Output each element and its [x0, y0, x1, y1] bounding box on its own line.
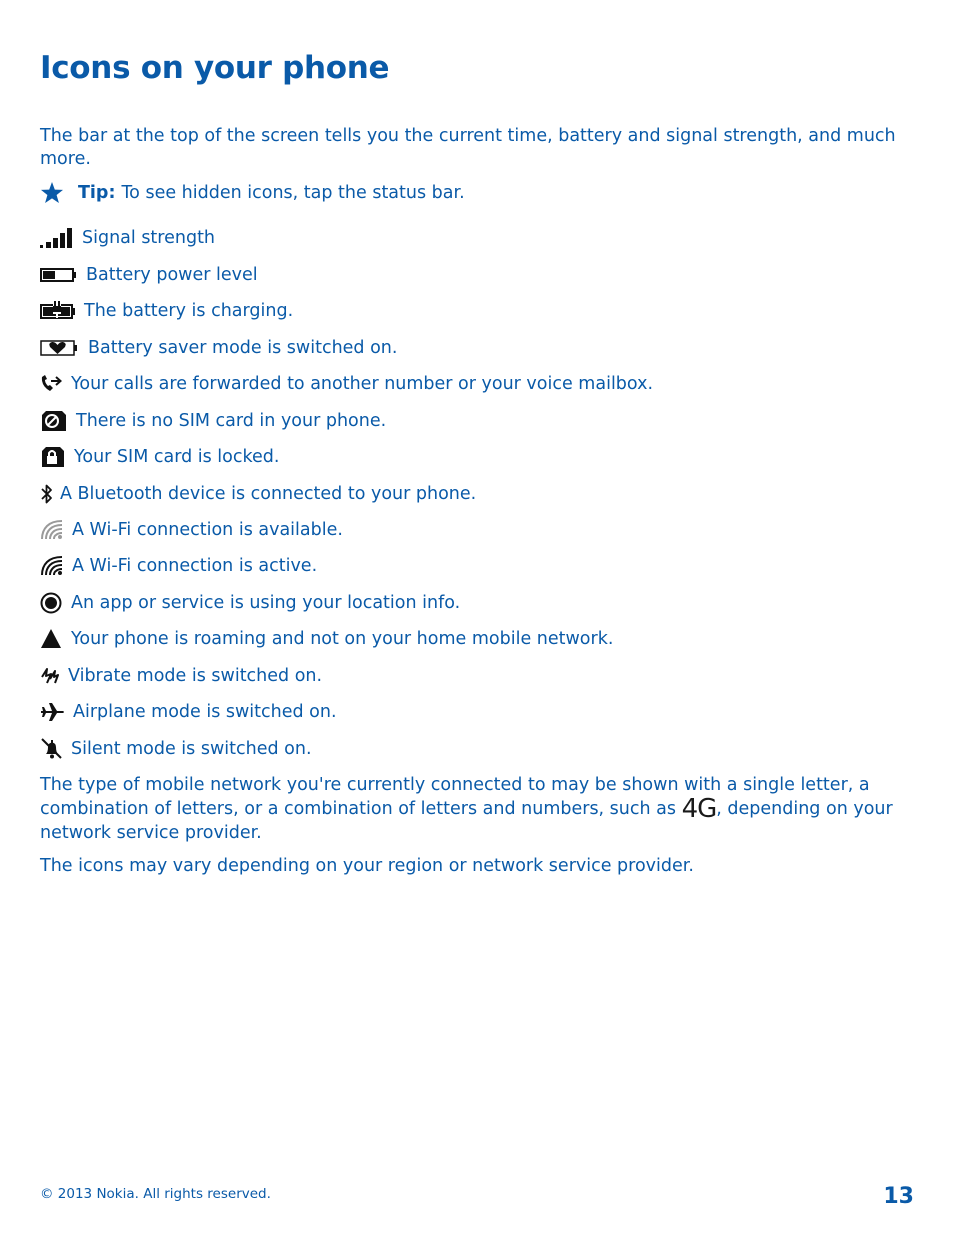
wifi-active-icon: [40, 555, 64, 577]
list-item-text: A Wi-Fi connection is available.: [72, 520, 343, 540]
location-icon: [40, 592, 63, 614]
list-item-text: Signal strength: [82, 228, 216, 248]
list-item-text: Airplane mode is switched on.: [73, 702, 337, 722]
tip: [40, 181, 465, 205]
battery-level-icon: [40, 266, 78, 284]
bluetooth-icon: [40, 483, 54, 505]
list-item-text: Vibrate mode is switched on.: [68, 666, 323, 686]
list-item: [40, 628, 613, 650]
vibrate-icon: [40, 665, 60, 687]
list-item: [40, 227, 215, 249]
list-item: [40, 738, 312, 760]
list-item-text: Battery saver mode is switched on.: [88, 338, 398, 358]
list-item: [40, 701, 337, 723]
battery-charging-icon: [40, 301, 76, 321]
list-item: [40, 519, 343, 541]
list-item: [40, 555, 317, 577]
network-text-after: , depending on your network service provider.: [40, 799, 893, 843]
network-example-4g: 4G: [681, 794, 717, 824]
list-item-text: Your phone is roaming and not on your home mobile network.: [71, 629, 614, 649]
intro-paragraph: The bar at the top of the screen tells you the current time, battery and signal strength, and much more.: [40, 126, 896, 169]
list-item: [40, 446, 279, 468]
list-item-text: The battery is charging.: [84, 301, 294, 321]
list-item: [40, 483, 476, 505]
network-text-before: The type of mobile network you're currently connected to may be shown with a single letter, a combination of letters, or a combination of letters and numbers, such as: [40, 775, 870, 819]
no-sim-icon: [40, 410, 68, 432]
page-title: Icons on your phone: [40, 50, 390, 86]
list-item: [40, 592, 460, 614]
list-item-text: A Wi-Fi connection is active.: [72, 556, 318, 576]
list-item: [40, 665, 322, 687]
list-item: [40, 337, 397, 359]
battery-saver-icon: [40, 339, 80, 357]
list-item-text: There is no SIM card in your phone.: [76, 411, 387, 431]
airplane-icon: [40, 701, 65, 723]
list-item: [40, 410, 386, 432]
list-item: [40, 264, 258, 286]
signal-strength-icon: [40, 227, 74, 249]
list-item-text: Silent mode is switched on.: [71, 739, 312, 759]
tip-label: Tip:: [78, 183, 116, 203]
list-item-text: A Bluetooth device is connected to your phone.: [60, 484, 477, 504]
call-forward-icon: [40, 374, 63, 394]
footer-copyright: © 2013 Nokia. All rights reserved.: [40, 1186, 271, 1202]
silent-icon: [40, 738, 63, 760]
network-paragraph: [40, 773, 910, 845]
list-item-text: Your SIM card is locked.: [74, 447, 280, 467]
wifi-available-icon: [40, 519, 64, 541]
list-item-text: An app or service is using your location info.: [71, 593, 461, 613]
star-icon: [40, 181, 64, 205]
page-number: 13: [883, 1184, 914, 1209]
closing-paragraph: The icons may vary depending on your region or network service provider.: [40, 856, 694, 876]
tip-text: To see hidden icons, tap the status bar.: [121, 183, 465, 203]
sim-locked-icon: [40, 446, 66, 468]
list-item: [40, 300, 293, 322]
list-item-text: Battery power level: [86, 265, 258, 285]
list-item-text: Your calls are forwarded to another number or your voice mailbox.: [71, 374, 654, 394]
roaming-icon: [40, 628, 63, 650]
list-item: [40, 373, 653, 395]
